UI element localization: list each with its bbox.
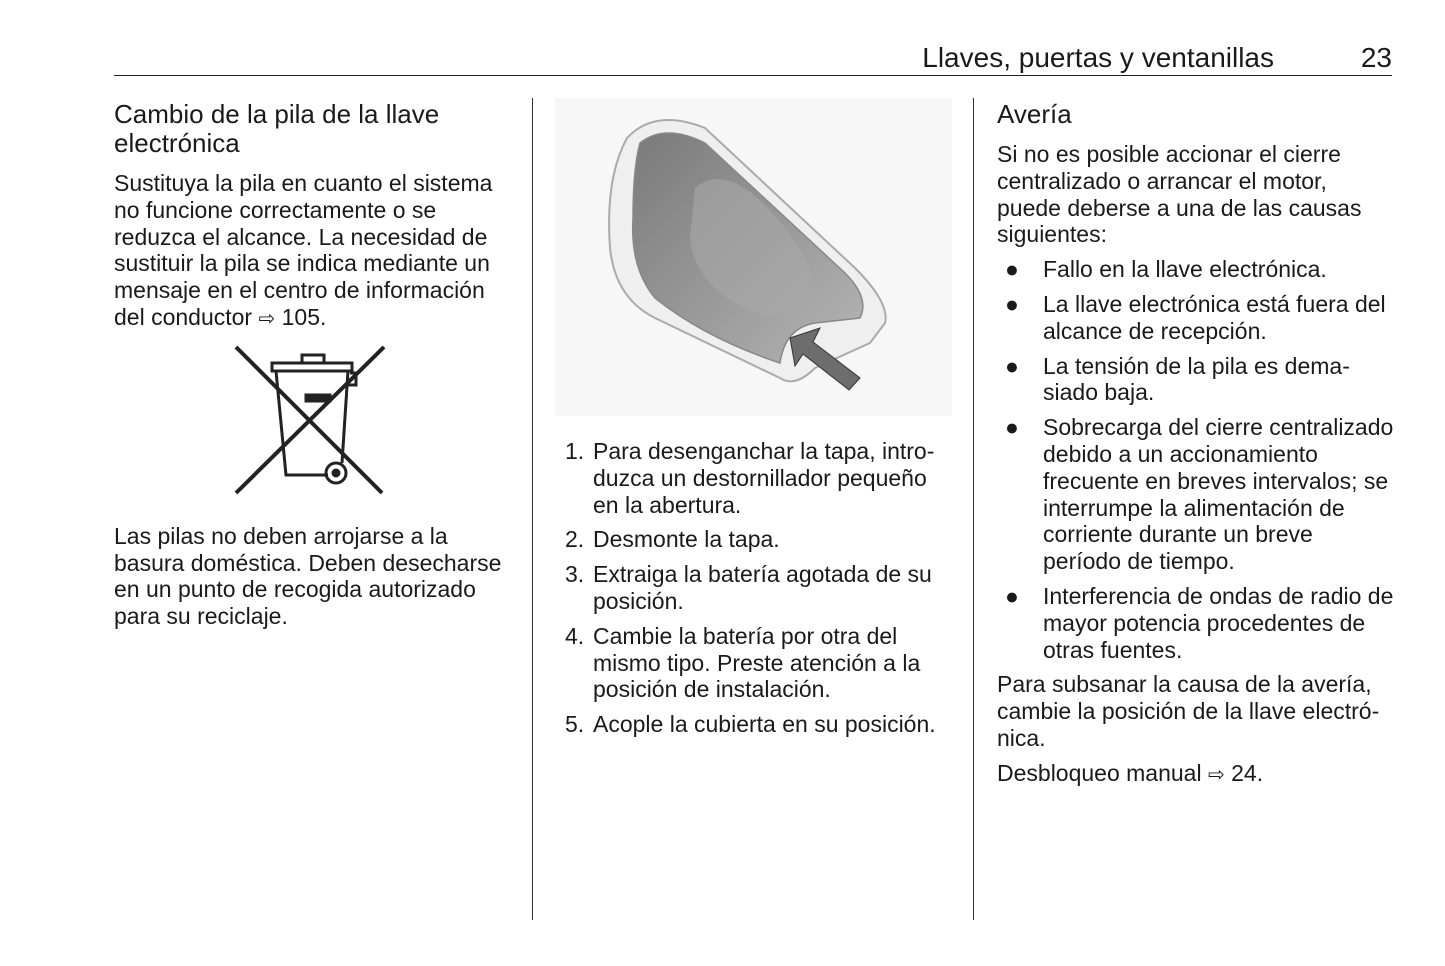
paragraph: Para subsanar la causa de la avería, cambie la posición de la llave electrónica. xyxy=(997,671,1380,751)
list-item xyxy=(565,711,955,738)
page-number: 23 xyxy=(1360,42,1392,73)
bullet-icon: ● xyxy=(1005,352,1019,379)
page-reference-link[interactable]: 24. xyxy=(1231,759,1264,786)
reference-arrow-icon: ⇨ xyxy=(258,307,276,330)
reference-arrow-icon: ⇨ xyxy=(1207,763,1225,786)
bullet-text: Fallo en la llave electrónica. xyxy=(1043,256,1327,283)
bullet-text: La llave electrónica está fuera del alcance de recepción. xyxy=(1043,290,1386,344)
bullet-icon: ● xyxy=(1005,582,1019,609)
bullet-text: Interferencia de ondas de radio de mayor potencia procedentes de otras fuentes. xyxy=(1043,582,1394,663)
list-item xyxy=(997,583,1397,663)
column-3 xyxy=(997,100,1397,797)
bullet-text: Sobrecarga del cierre centralizado debido a un accionamiento frecuente en breves intervalos; se interrumpe la alimentación de corriente durante un breve período de tiempo. xyxy=(1043,414,1394,575)
list-item xyxy=(565,438,955,518)
list-item xyxy=(997,256,1397,283)
step-number: 1. xyxy=(565,438,585,464)
step-number: 4. xyxy=(565,622,585,649)
column-divider xyxy=(532,98,533,920)
page-reference-link[interactable]: 105. xyxy=(281,303,327,330)
step-text: Cambie la batería por otra del mismo tipo. Preste atención a la posición de instalación. xyxy=(593,622,921,703)
column-2 xyxy=(555,100,955,746)
weee-crossed-bin-icon xyxy=(232,345,388,497)
list-item xyxy=(997,353,1397,407)
step-text: Acople la cubierta en su posición. xyxy=(593,711,936,738)
step-number: 2. xyxy=(565,526,585,553)
chapter-title: Llaves, puertas y ventanillas xyxy=(922,42,1274,73)
page-header xyxy=(114,38,1392,76)
paragraph-text: Sustituya la pila en cuanto el sistema no funcione correctamente o se reduzca el alcance. La necesidad de sustituir la pila se indica mediante un mensaje en el centro de información del conductor xyxy=(114,170,493,330)
bullet-text: La tensión de la pila es demasiado baja. xyxy=(1043,352,1350,406)
bullet-icon: ● xyxy=(1005,414,1019,441)
section-heading: Avería xyxy=(997,99,1072,129)
step-text: Extraiga la batería agotada de su posición. xyxy=(593,561,932,614)
bullet-icon: ● xyxy=(1005,290,1019,317)
paragraph: Si no es posible accionar el cierre centralizado o arrancar el motor, puede deberse a una de las causas siguientes: xyxy=(997,141,1362,248)
paragraph-text: Desbloqueo manual xyxy=(997,759,1202,786)
list-item xyxy=(997,414,1397,575)
list-item xyxy=(997,291,1397,345)
step-number: 3. xyxy=(565,561,585,588)
list-item xyxy=(565,623,955,703)
paragraph: Las pilas no deben arrojarse a la basura doméstica. Deben desecharse en un punto de recogida autorizado para su reciclaje. xyxy=(114,522,502,630)
step-text: Desmonte la tapa. xyxy=(593,526,780,553)
section-heading: Cambio de la pila de la llave electrónica xyxy=(114,99,440,158)
bullet-icon: ● xyxy=(1005,256,1019,283)
causes-list xyxy=(997,256,1397,663)
steps-list xyxy=(555,438,955,738)
column-1 xyxy=(114,100,514,638)
paragraph xyxy=(997,760,1397,789)
list-item xyxy=(565,526,955,553)
paragraph xyxy=(114,170,514,333)
list-item xyxy=(565,561,955,615)
step-number: 5. xyxy=(565,711,585,738)
column-divider xyxy=(973,98,974,920)
key-fob-illustration xyxy=(555,98,952,416)
step-text: Para desenganchar la tapa, introduzca un destornillador pequeño en la abertura. xyxy=(593,438,935,518)
